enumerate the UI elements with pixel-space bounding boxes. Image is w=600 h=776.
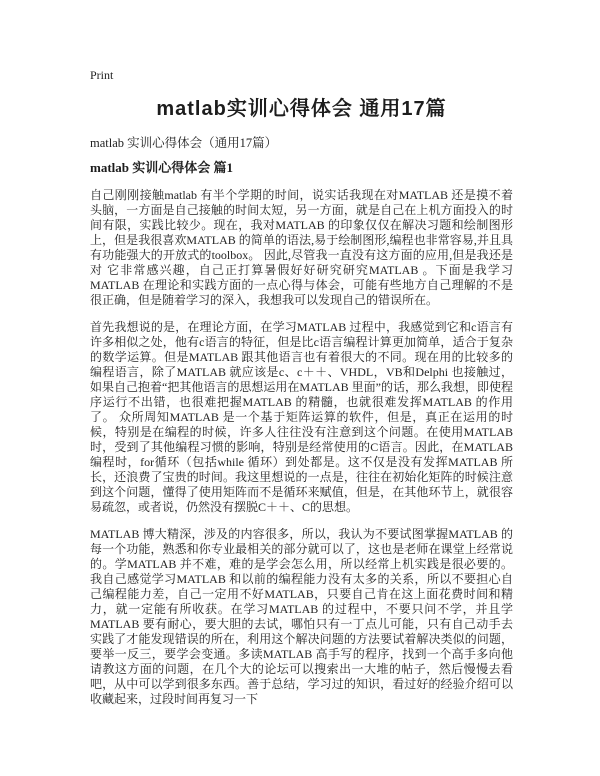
document-subtitle: matlab 实训心得体会（通用17篇） <box>90 136 278 150</box>
body-paragraph: 自己刚刚接触matlab 有半个学期的时间，说实话我现在对MATLAB 还是摸不着头脑，一方面是自己接触的时间太短，另一方面，就是自己在上机方面投入的时间有限，实践比较少。现在，我对MATLAB 的印象仅仅在解决习题和绘制图形上，但是我很喜欢MATLAB 的简单的语法,易于绘制图形,编程也非常容易,并且具有功能强大的开放式的toolbox。 因此,尽管我一直没有这方面的应用,但是我还是对 它非常感兴趣，自己正打算暑假好好研究研究MATLAB 。下面是我学习MATLAB 在理论和实践方面的一点心得与体会，可能有些地方自己理解的不是很正确，但是随着学习的深入，我想我可以发现自己的错误所在。 <box>90 188 513 307</box>
body-paragraph: MATLAB 博大精深，涉及的内容很多，所以，我认为不要试图掌握MATLAB 的每一个功能，熟悉和你专业最相关的部分就可以了，这也是老师在课堂上经常说的。学MATLAB 并不难，难的是学会怎么用，所以经常上机实践是很必要的。我自己感觉学习MATLAB 和以前的编程能力没有太多的关系，所以不要担心自己编程能力差，自己一定用不好MATLAB，只要自己肯在这上面花费时间和精力，就一定能有所收获。在学习MATLAB 的过程中，不要只问不学，并且学MATLAB 要有耐心，要大胆的去试，哪怕只有一丁点儿可能，只有自己动手去实践了才能发现错误的所在，利用这个解决问题的方法要试着解决类似的问题，要举一反三，要学会变通。多读MATLAB 高手写的程序，找到一个高手多向他请教这方面的问题，在几个大的论坛可以搜索出一大堆的帖子，然后慢慢去看吧，从中可以学到很多东西。善于总结，学习过的知识，看过好的经验介绍可以收藏起来，过段时间再复习一下 <box>90 527 513 706</box>
section-heading: matlab 实训心得体会 篇1 <box>90 160 234 175</box>
page-title: matlab实训心得体会 通用17篇 <box>156 98 447 120</box>
body-paragraph: 首先我想说的是，在理论方面，在学习MATLAB 过程中，我感觉到它和c语言有许多相似之处，他有c语言的特征，但是比c语言编程计算更加简单，适合于复杂的数学运算。但是MATLAB 跟其他语言也有着很大的不同。现在用的比较多的编程语言，除了MATLAB 就应该是c、c＋＋、VHDL，VB和Delphi 也接触过，如果自己抱着“把其他语言的思想运用在MATLAB 里面”的话，那么我想，即使程序运行不出错，也很难把握MATLAB 的精髓，也就很难发挥MATLAB 的作用了。 众所周知MATLAB 是一个基于矩阵运算的软件，但是，真正在运用的时候，特别是在编程的时候，许多人往往没有注意到这个问题。在使用MATLAB 时，受到了其他编程习惯的影响，特别是经常使用的C语言。因此，在MATLAB 编程时，for循环（包括while 循环）到处都是。这不仅是没有发挥MATLAB 所长，还浪费了宝贵的时间。我这里想说的一点是，往往在初始化矩阵的时候注意到这个问题，懂得了使用矩阵而不是循环来赋值，但是，在其他环节上，就很容易疏忽，或者说，仍然没有摆脱C＋＋、C的思想。 <box>90 320 513 514</box>
print-link[interactable]: Print <box>90 68 114 82</box>
document-body <box>90 188 513 719</box>
